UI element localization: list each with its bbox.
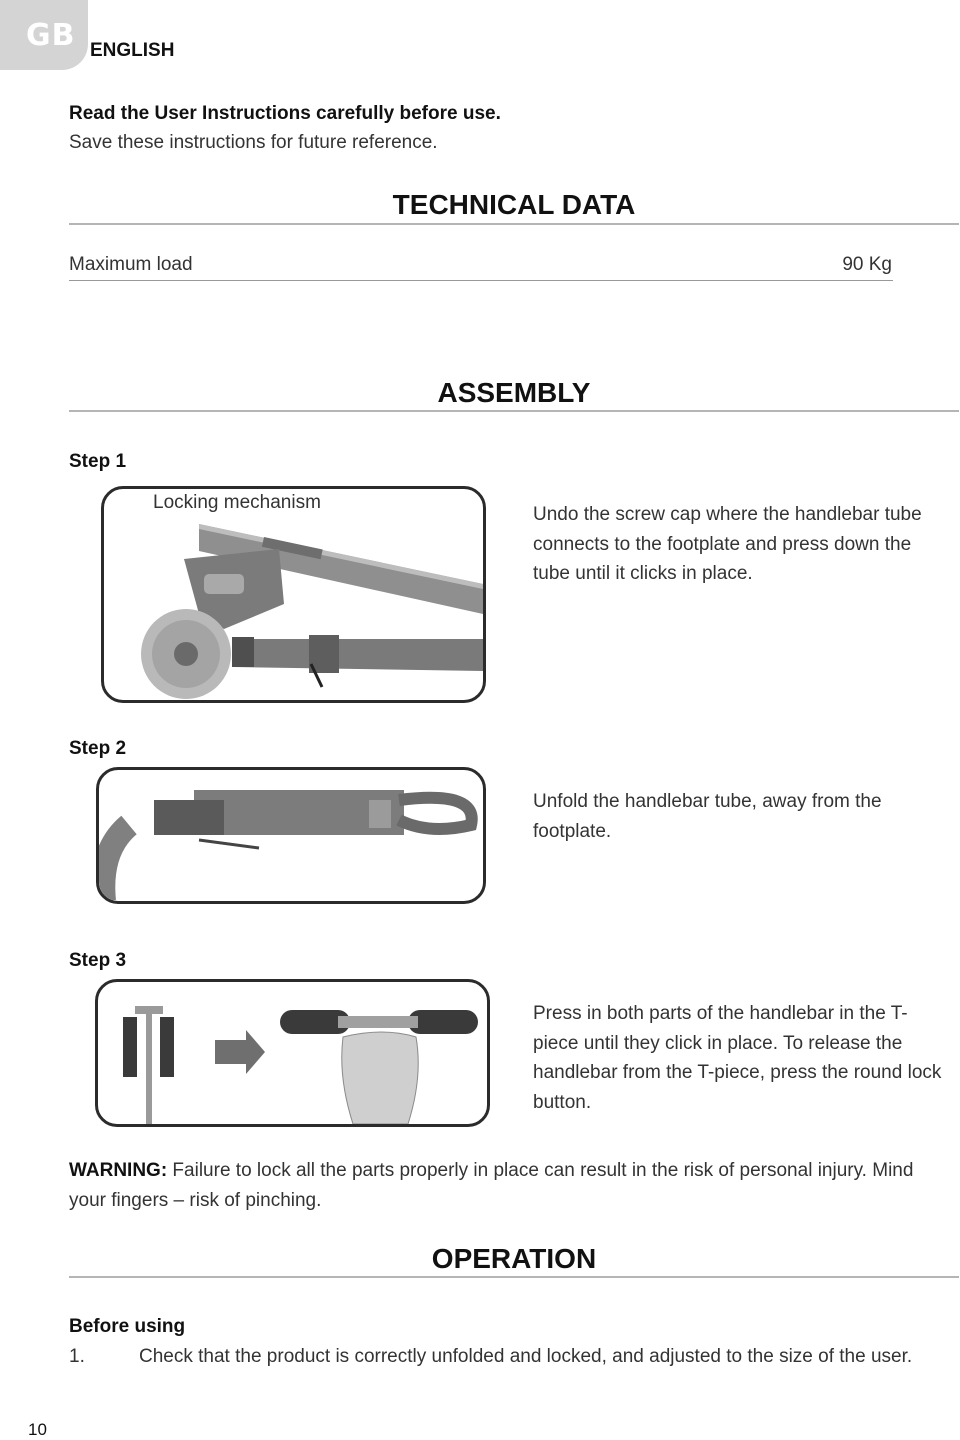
max-load-value: 90 Kg (842, 254, 892, 275)
language-name: ENGLISH (90, 40, 175, 61)
before-using-heading: Before using (69, 1316, 186, 1337)
step-2-photo (96, 767, 486, 904)
step-3-label: Step 3 (69, 950, 127, 971)
warning-text (69, 1156, 949, 1215)
technical-data-rule (69, 223, 959, 225)
operation-title: OPERATION (431, 1243, 597, 1274)
arrow-right-icon (215, 1030, 265, 1074)
step-3-description: Press in both parts of the handlebar in the T-piece until they click in place. To release the handlebar from the T-piece, press the round lock button. (533, 1003, 942, 1113)
step-2-description: Unfold the handlebar tube, away from the footplate. (533, 791, 882, 842)
technical-data-title: TECHNICAL DATA (392, 189, 636, 220)
step-1-label: Step 1 (69, 451, 127, 472)
assembly-title: ASSEMBLY (437, 377, 591, 408)
step-3-photo (95, 979, 490, 1127)
intro-read-instructions: Read the User Instructions carefully before use. (69, 103, 501, 124)
language-code: GB (26, 18, 76, 53)
locking-mechanism-illustration (104, 489, 483, 700)
page-number: 10 (28, 1420, 47, 1439)
operation-rule (69, 1276, 959, 1278)
step-1-photo (101, 486, 486, 703)
handlebar-t-piece-illustration (98, 982, 487, 1124)
unfold-handlebar-illustration (99, 770, 483, 901)
warning-body: Failure to lock all the parts properly in place can result in the risk of personal injury. Mind your fingers – risk of pinching. (69, 1160, 914, 1211)
list-item-text: Check that the product is correctly unfolded and locked, and adjusted to the size of the user. (139, 1346, 913, 1367)
intro-save-instructions: Save these instructions for future reference. (69, 132, 438, 153)
list-item-number: 1. (69, 1346, 85, 1367)
step-1-description: Undo the screw cap where the handlebar tube connects to the footplate and press down the tube until it clicks in place. (533, 504, 922, 584)
assembly-rule (69, 410, 959, 412)
warning-label: WARNING: (69, 1160, 168, 1181)
max-load-rule (69, 280, 893, 281)
locking-mechanism-label: Locking mechanism (153, 492, 321, 513)
max-load-label: Maximum load (69, 254, 193, 275)
step-2-label: Step 2 (69, 738, 127, 759)
